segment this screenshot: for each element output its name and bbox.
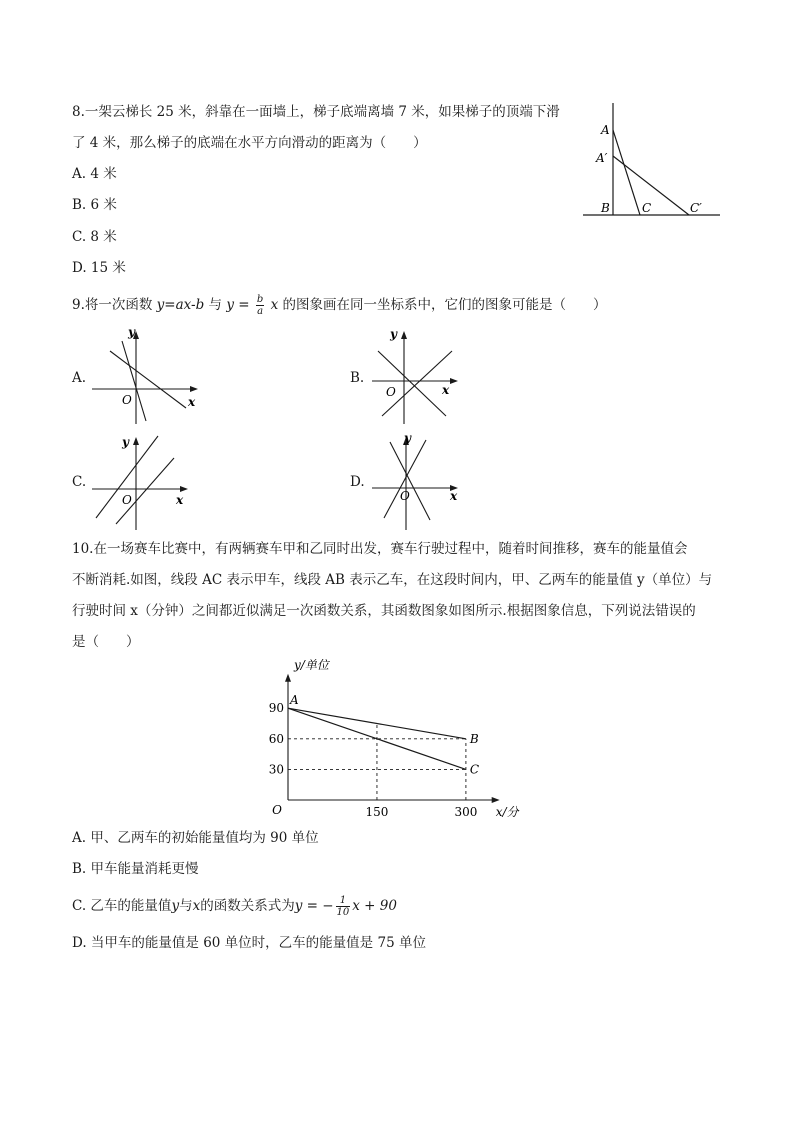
label-b: B: [601, 201, 610, 215]
label-a-prime: A′: [596, 151, 608, 165]
q9-graph-b[interactable]: [370, 326, 485, 426]
q8-option-c[interactable]: C. 8 米: [72, 229, 117, 245]
label-c-prime: C′: [690, 201, 702, 215]
energy-chart: [268, 655, 538, 825]
origin-label: O: [272, 803, 282, 817]
y-tick-30: 30: [268, 762, 284, 777]
x-axis-label: x/分: [495, 805, 519, 819]
q9-graph-d[interactable]: [370, 432, 485, 532]
q8-option-b[interactable]: B. 6 米: [72, 197, 117, 213]
q10-c-fraction: [336, 895, 351, 918]
x-tick-300: 300: [454, 805, 478, 819]
q10-c-formula-rhs: x + 90: [352, 898, 397, 914]
point-label-C: C: [469, 762, 480, 777]
q9-d-x-label: x: [450, 489, 458, 503]
x-tick-150: 150: [365, 805, 389, 819]
q10-c-y: y: [171, 898, 180, 914]
y-axis-arrow: [285, 674, 291, 682]
q10-c-prefix: C. 乙车的能量值: [72, 898, 172, 914]
q9-d-origin: O: [400, 489, 410, 503]
q8-option-d[interactable]: D. 15 米: [72, 260, 126, 276]
q9-frac-num: b: [256, 294, 264, 305]
x-axis-arrow: [492, 797, 500, 803]
q10-line-2: 不断消耗.如图，线段 AC 表示甲车，线段 AB 表示乙车，在这段时间内，甲、乙两车的能量值 y（单位）与: [72, 572, 713, 588]
q9-graph-a[interactable]: [90, 326, 205, 426]
label-a: A: [601, 123, 610, 137]
q9-expr2-lhs: y =: [226, 297, 254, 313]
q10-line-1: 10.在一场赛车比赛中，有两辆赛车甲和乙同时出发，赛车行驶过程中，随着时间推移，赛车的能量值会: [72, 541, 688, 557]
q10-c-x: x: [192, 898, 201, 914]
y-tick-60: 60: [268, 731, 284, 746]
q8-line-2: 了 4 米，那么梯子的底端在水平方向滑动的距离为（ ）: [72, 135, 427, 151]
point-label-B: B: [469, 731, 479, 746]
y-axis-label: y/单位: [294, 658, 329, 672]
q10-line-3: 行驶时间 x（分钟）之间都近似满足一次函数关系，其函数图象如图所示.根据图象信息，下列说法错误的: [72, 603, 696, 619]
q10-option-b[interactable]: B. 甲车能量消耗更慢: [72, 861, 199, 877]
q9-b-origin: O: [386, 385, 396, 399]
q9-b-y-label: y: [390, 327, 397, 341]
series-line-B: [288, 708, 466, 739]
q9-c-origin: O: [122, 493, 132, 507]
y-tick-90: 90: [268, 701, 284, 716]
point-label-A: A: [290, 693, 299, 708]
q9-c-y-label: y: [122, 435, 129, 449]
q10-c-mid: 与: [179, 898, 193, 914]
q9-d-y-label: y: [404, 432, 411, 445]
q10-option-d[interactable]: D. 当甲车的能量值是 60 单位时，乙车的能量值是 75 单位: [72, 935, 426, 951]
q9-option-d-letter[interactable]: D.: [350, 474, 365, 490]
q9-c-x-label: x: [176, 493, 184, 507]
label-c: C: [642, 201, 652, 215]
q9-expr2-rhs: x: [266, 297, 279, 313]
q9-option-b-letter[interactable]: B.: [350, 370, 365, 386]
chart-grid: [288, 724, 466, 801]
q9-mid: 与: [204, 297, 227, 313]
q9-a-origin: O: [122, 393, 132, 407]
q9-option-a-letter[interactable]: A.: [72, 370, 87, 386]
q9-suffix: 的图象画在同一坐标系中，它们的图象可能是（ ）: [278, 297, 607, 313]
q10-c-frac-num: 1: [336, 895, 351, 907]
q8-line-1: 8.一架云梯长 25 米，斜靠在一面墙上，梯子底端离墙 7 米，如果梯子的顶端下滑: [72, 104, 560, 120]
q9-b-x-label: x: [442, 383, 450, 397]
q9-option-c-letter[interactable]: C.: [72, 474, 87, 490]
q9-prefix: 9.将一次函数: [72, 297, 157, 313]
q10-line-4: 是（ ）: [72, 634, 140, 650]
q9-frac-den: a: [257, 306, 264, 317]
q9-a-y-label: y: [128, 326, 135, 339]
q8-option-a[interactable]: A. 4 米: [72, 166, 117, 182]
q9-expr1: y=ax-b: [156, 297, 205, 313]
ladder-figure: [580, 100, 725, 220]
q9-graph-c[interactable]: [90, 432, 205, 532]
q9-stem: [72, 294, 606, 317]
q10-c-frac-den: 10: [336, 907, 350, 918]
q9-fraction: [256, 294, 264, 317]
q10-c-mid2: 的函数关系式为: [200, 898, 295, 914]
q10-option-a[interactable]: A. 甲、乙两车的初始能量值均为 90 单位: [72, 830, 319, 846]
q10-option-c[interactable]: [72, 895, 397, 918]
q9-a-x-label: x: [188, 395, 196, 409]
q10-c-formula-lhs: y = −: [294, 898, 334, 914]
